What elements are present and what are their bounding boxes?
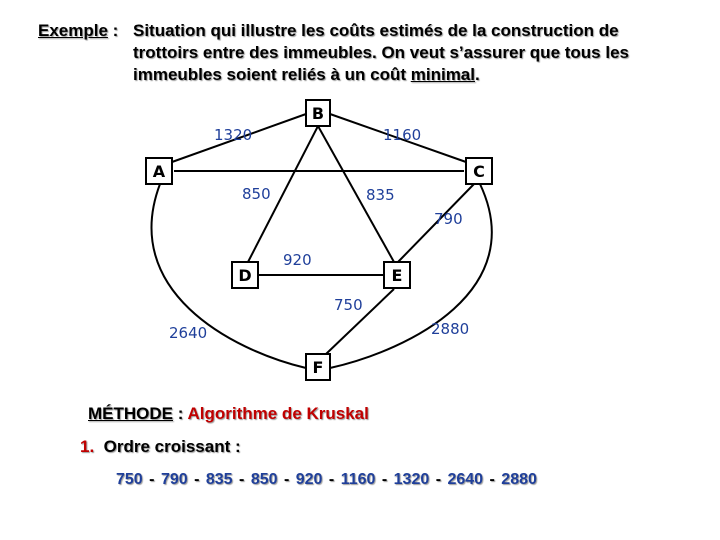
separator: - (283, 471, 290, 488)
example-line-2: trottoirs entre des immeubles. On veut s’assurer que tous les (133, 43, 629, 62)
node-a-label: A (152, 162, 166, 181)
node-b-label: B (311, 104, 325, 123)
separator: - (328, 471, 335, 488)
example-end-punct: . (475, 65, 480, 84)
separator: - (149, 471, 155, 488)
weight-c-e: 790 (434, 210, 463, 228)
sorted-weight: 1160 (340, 471, 376, 488)
method-value: Algorithme de Kruskal (187, 404, 369, 423)
separator: - (194, 471, 200, 488)
sorted-weight: 750 (116, 471, 143, 488)
sorted-weight: 850 (250, 471, 278, 488)
separator: - (381, 471, 388, 488)
node-c (466, 158, 492, 184)
weight-a-b: 1320 (214, 126, 253, 144)
separator: - (435, 471, 442, 488)
sorted-weight: 790 (160, 471, 188, 488)
weight-c-f: 2880 (431, 320, 470, 338)
example-line-1: Situation qui illustre les coûts estimés de la construction de (133, 21, 619, 40)
example-line-3-text: immeubles soient reliés à un coût (133, 65, 411, 84)
node-d-label: D (238, 266, 252, 285)
weight-e-f: 750 (334, 296, 363, 314)
example-label-text: Exemple (38, 21, 108, 40)
node-f-label: F (312, 358, 324, 377)
weight-a-f: 2640 (169, 324, 208, 342)
weight-b-d: 850 (242, 185, 271, 203)
weight-b-e: 835 (366, 186, 395, 204)
sorted-weight: 2880 (501, 471, 537, 488)
separator: - (239, 471, 245, 488)
sorted-weights-list (116, 471, 537, 489)
node-c-label: C (473, 162, 485, 181)
weight-b-c: 1160 (383, 126, 422, 144)
method-label: MÉTHODE (88, 404, 173, 423)
node-e-label: E (391, 266, 403, 285)
sorted-weight: 2640 (447, 471, 484, 488)
step-line (80, 437, 241, 457)
node-b (306, 100, 330, 126)
sorted-weight: 1320 (393, 471, 430, 488)
node-a (146, 158, 172, 184)
node-f (306, 354, 330, 380)
node-e (384, 262, 410, 288)
node-d (232, 262, 258, 288)
step-text: Ordre croissant : (103, 437, 241, 456)
method-line (88, 404, 369, 424)
method-colon: : (173, 404, 188, 423)
separator: - (489, 471, 495, 488)
weight-d-e: 920 (283, 251, 312, 269)
minimal-word: minimal (410, 65, 475, 84)
example-colon: : (107, 21, 119, 40)
sorted-weight: 835 (205, 471, 233, 488)
step-number: 1. (80, 437, 95, 456)
sorted-weight: 920 (295, 471, 323, 488)
